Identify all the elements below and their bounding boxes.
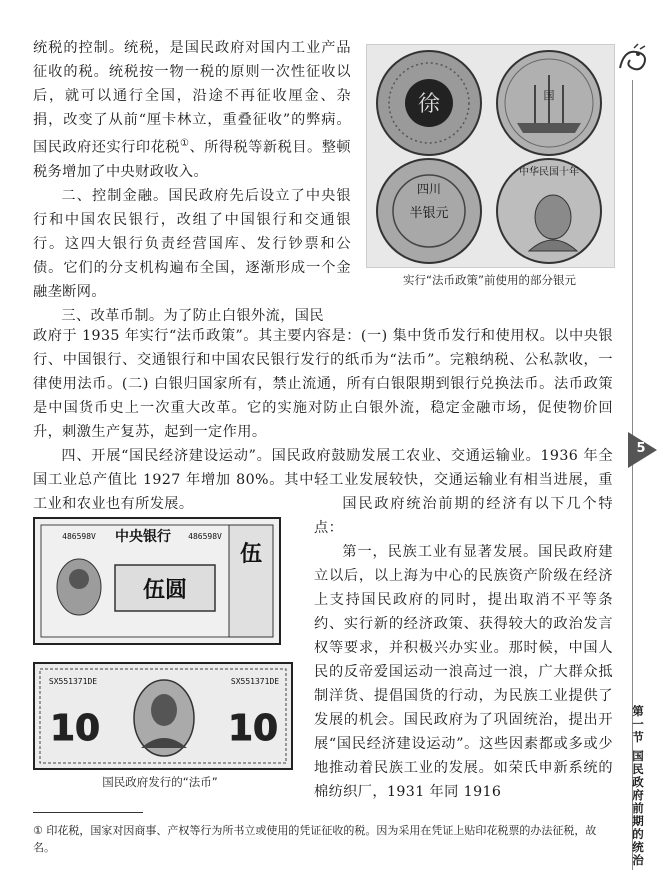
coin2-character: 国 — [543, 89, 555, 102]
paragraph-finance: 二、控制金融。国民政府先后设立了中央银行和中国农民银行，改组了中国银行和交通银行。这四大银行负责经营国库、发行钞票和公债。它们的分支机构遍布全国，逐渐形成一个金融垄断网。 — [33, 187, 351, 300]
coin1-character: 徐 — [417, 92, 441, 117]
coin3-top-text: 四川 — [416, 182, 442, 196]
paragraph-industry: 第一，民族工业有显著发展。国民政府建立以后，以上海为中心的民族资产阶级在经济上支持国民政府的同时，提出取消不平等条约、实行新的经济政策、获得较大的政治发言权等要求，并积极兴办实业。那时候，中国人民的反帝爱国运动一浪高过一浪，广大群众抵制洋货、提倡国货的行动，为民族工业提供了发展的机会。国民政府为了巩固统治，提出开展“国民经济建设运动”。这些因素都或多或少地推动着民族工业的发展。如荣氏申新系统的棉纺织厂，1931 年同 1916 — [314, 544, 613, 800]
coin4-inscription: 中华民国十年 — [519, 167, 579, 178]
banknotes-caption: 国民政府发行的“法币” — [102, 775, 218, 789]
paragraph-features-intro: 国民政府统治前期的经济有以下几个特点： — [314, 496, 613, 536]
five-yuan-banknote — [33, 517, 281, 645]
ten-yuan-banknote — [33, 662, 293, 770]
note1-serial-right: 486598V — [188, 532, 222, 541]
paragraph-tax-tail: 、所得税等新税目。整顿税务增加了中央财政收入。 — [33, 139, 351, 180]
text-column-right — [314, 492, 613, 804]
banknote-2-illustration — [33, 662, 293, 770]
page-number: 5 — [636, 441, 646, 456]
text-column-full — [33, 324, 613, 516]
footnote-marker[interactable]: ① — [179, 138, 190, 149]
coins-illustration — [367, 45, 614, 267]
coins-caption: 实行“法币政策”前使用的部分银元 — [403, 273, 576, 287]
section-heading-vertical — [622, 705, 654, 867]
paragraph-tax — [33, 36, 351, 184]
note2-serial-right: SX551371DE — [230, 677, 280, 686]
coin3-value-text: 半银元 — [409, 206, 449, 221]
paragraph-currency-rest: 政府于 1935 年实行“法币政策”。其主要内容是：(一) 集中货币发行和使用权。以中央银行、中国银行、交通银行和中国农民银行发行的纸币为“法币”。完粮纳税、公私款收，一律使用法币。(二) 白银归国家所有，禁止流通，所有白银限期到银行兑换法币。法币政策是中国货币史上一次重大改革。它的实施对防止白银外流，稳定金融市场，促使物价回升，刺激生产复苏，起到一定作用。 — [33, 328, 613, 440]
note2-denomination-right: 10 — [227, 708, 279, 749]
paragraph-currency-start: 三、改革币制。为了防止白银外流，国民 — [61, 307, 324, 324]
note2-denomination-left: 10 — [49, 708, 101, 749]
note2-serial-left: SX551371DE — [48, 677, 98, 686]
text-column-top — [33, 36, 351, 328]
banknote-1-illustration — [33, 517, 281, 645]
chapter-title: 国民政府前期的统治 — [632, 749, 644, 867]
paragraph-tax-text: 统税的控制。统税，是国民政府对国内工业产品征收的税。统税按一物一税的原则一次性征收以后，就可以通行全国，沿途不再征收厘金、杂捐，改变了从前“厘卡林立，重叠征收”的弊病。国民政府还实行印花税 — [33, 40, 351, 156]
footnote-text: ① 印花税，国家对因商事、产权等行为所书立或使用的凭证征收的税。因为采用在凭证上贴印花税票的办法征税，故名。 — [33, 824, 597, 854]
note1-denomination: 伍圆 — [142, 577, 188, 603]
silver-coins-photo — [366, 44, 615, 268]
note1-serial-left: 486598V — [62, 532, 96, 541]
note1-bank-name: 中央银行 — [115, 529, 171, 545]
paragraph-economy-campaign: 四、开展“国民经济建设运动”。国民政府鼓励发展工农业、交通运输业。1936 年全国工业总产值比 1927 年增加 80%。其中轻工业发展较快，交通运输业有相当进展，重工业和农业也有所发展。 — [33, 448, 613, 512]
note1-corner-value: 伍 — [239, 541, 263, 567]
dragon-icon — [614, 40, 654, 80]
section-number: 第一节 — [632, 704, 644, 744]
footnote-divider — [33, 812, 143, 813]
